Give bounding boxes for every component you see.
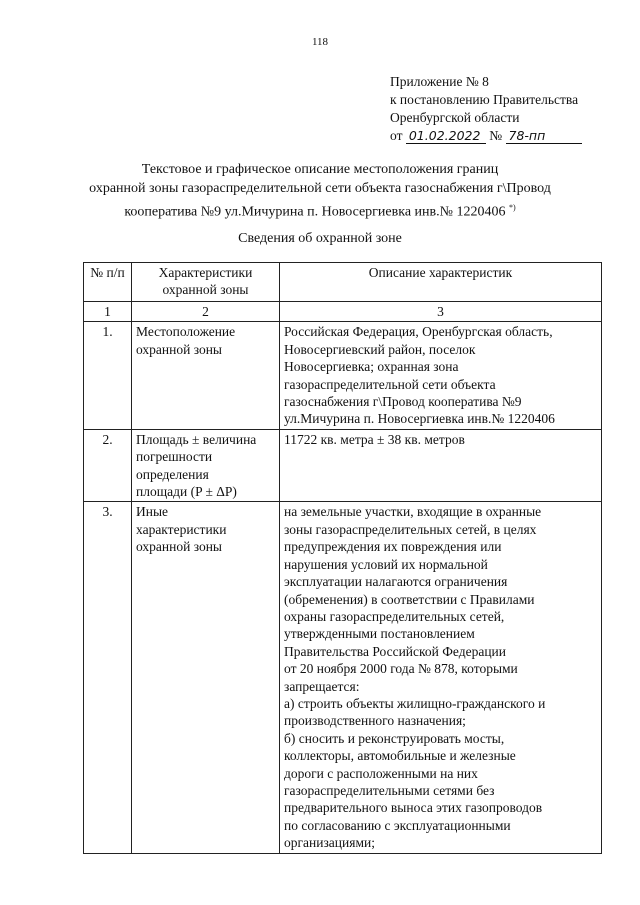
row-number: 1.: [84, 322, 132, 429]
number-label: №: [489, 128, 503, 143]
description-line: Правительства Российской Федерации: [284, 643, 506, 659]
description-line: эксплуатации налагаются ограничения: [284, 574, 508, 590]
description-line: газораспределительной сети объекта: [284, 376, 496, 392]
row-description: [280, 429, 602, 502]
appendix-date-line: [390, 127, 582, 145]
from-label: от: [390, 128, 403, 143]
row-number: 3.: [84, 502, 132, 853]
column-number-3: 3: [280, 302, 602, 322]
description-line: (обременения) в соответствии с Правилами: [284, 591, 535, 607]
description-line: нарушения условий их нормальной: [284, 556, 488, 572]
row-characteristic: [132, 429, 280, 502]
title-line-1: Текстовое и графическое описание местоположения границ: [141, 162, 499, 177]
description-line: предупреждения их повреждения или: [284, 539, 502, 555]
characteristic-line: Местоположение: [136, 324, 236, 340]
description-line: по согласованию с эксплуатационными: [284, 817, 511, 833]
characteristic-line: Площадь ± величина: [136, 431, 257, 447]
characteristic-line: погрешности: [136, 449, 213, 465]
description-line: Новосергиевка; охранная зона: [284, 359, 459, 375]
description-line: утвержденными постановлением: [284, 626, 475, 642]
characteristic-line: площади (P ± ΔP): [136, 484, 237, 500]
handwritten-date: 01.02.2022: [406, 128, 486, 144]
characteristic-line: охранной зоны: [136, 341, 223, 357]
title-line-3: [40, 198, 600, 222]
column-number-1: 1: [84, 302, 132, 322]
column-number-row: [84, 302, 602, 322]
appendix-block: [390, 73, 582, 145]
row-characteristic: [132, 502, 280, 853]
description-line: на земельные участки, входящие в охранные: [284, 504, 542, 520]
description-line: газоснабжения г\Провод кооператива №9: [284, 394, 522, 410]
description-line: б) сносить и реконструировать мосты,: [284, 730, 505, 746]
header-number: № п/п: [84, 263, 132, 302]
description-line: 11722 кв. метра ± 38 кв. метров: [284, 431, 465, 447]
description-line: дороги с расположенными на них: [284, 765, 478, 781]
characteristic-line: определения: [136, 466, 209, 482]
description-line: производственного назначения;: [284, 713, 466, 729]
description-line: а) строить объекты жилищно-гражданского и: [284, 695, 546, 711]
description-line: охраны газораспределительных сетей,: [284, 608, 505, 624]
description-line: коллекторы, автомобильные и железные: [284, 748, 516, 764]
description-line: ул.Мичурина п. Новосергиевка инв.№ 1220406: [284, 411, 555, 427]
footnote-mark: *): [509, 203, 516, 212]
column-number-2: 2: [132, 302, 280, 322]
appendix-region-line: Оренбургской области: [390, 110, 520, 125]
document-title: [40, 160, 600, 222]
header-description: Описание характеристик: [280, 263, 602, 302]
title-line-3-text: кооператива №9 ул.Мичурина п. Новосергиевка инв.№ 1220406: [124, 204, 506, 220]
title-line-2: охранной зоны газораспределительной сети объекта газоснабжения г\Провод: [89, 181, 551, 196]
description-line: Новосергиевский район, поселок: [284, 341, 476, 357]
header-characteristic: Характеристики охранной зоны: [132, 263, 280, 302]
table-row: [84, 429, 602, 502]
row-characteristic: [132, 322, 280, 429]
table-row: [84, 502, 602, 853]
table-row: [84, 322, 602, 429]
characteristic-line: охранной зоны: [136, 539, 223, 555]
section-subtitle: Сведения об охранной зоне: [238, 231, 402, 246]
description-line: зоны газораспределительных сетей, в целях: [284, 521, 537, 537]
row-description: [280, 322, 602, 429]
handwritten-number: 78-пп: [506, 128, 582, 144]
description-line: организациями;: [284, 835, 375, 851]
table-header-row: [84, 263, 602, 302]
page-number: 118: [311, 36, 329, 48]
characteristic-line: Иные: [136, 504, 169, 520]
description-line: газораспределительными сетями без: [284, 782, 495, 798]
row-description: [280, 502, 602, 853]
appendix-decree-line: к постановлению Правительства: [390, 92, 579, 107]
description-line: предварительного выноса этих газопроводов: [284, 800, 543, 816]
description-line: от 20 ноября 2000 года № 878, которыми: [284, 661, 518, 677]
row-number: 2.: [84, 429, 132, 502]
characteristic-line: характеристики: [136, 521, 227, 537]
description-line: Российская Федерация, Оренбургская область,: [284, 324, 553, 340]
description-line: запрещается:: [284, 678, 360, 694]
zone-info-table: [83, 262, 602, 854]
appendix-title: Приложение № 8: [390, 74, 489, 89]
